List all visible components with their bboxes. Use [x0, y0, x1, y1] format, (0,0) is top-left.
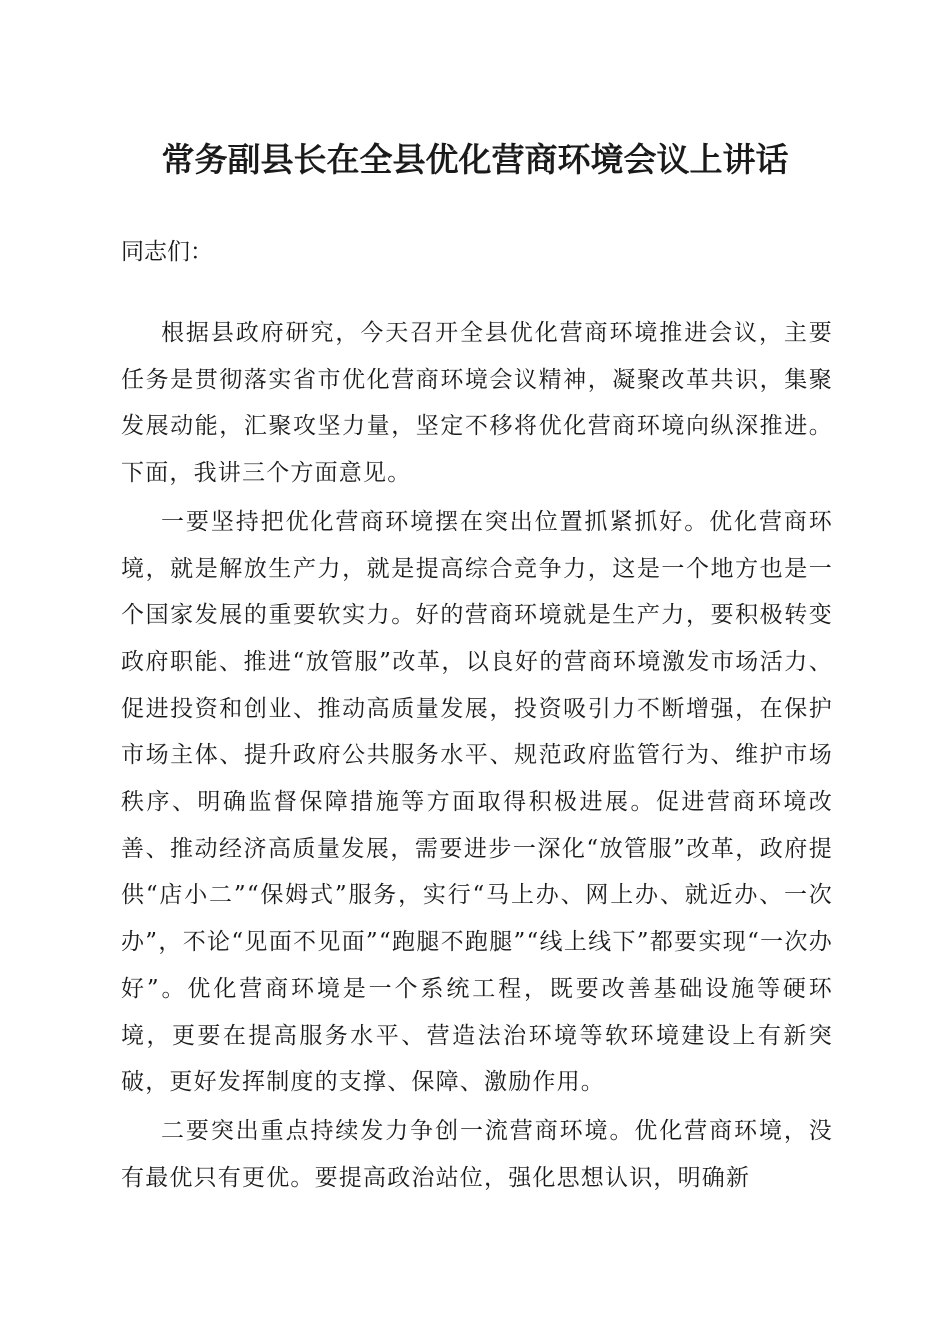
document-body — [121, 310, 833, 1203]
document-title: 常务副县长在全县优化营商环境会议上讲话 — [161, 140, 789, 179]
paragraph-point-two: 二要突出重点持续发力争创一流营商环境。优化营商环境，没有最优只有更优。要提高政治站位，强化思想认识，明确新 — [121, 1117, 833, 1191]
paragraph-point-one: 一要坚持把优化营商环境摆在突出位置抓紧抓好。优化营商环境，就是解放生产力，就是提高综合竞争力，这是一个地方也是一个国家发展的重要软实力。好的营商环境就是生产力，要积极转变政府职能、推进“放管服”改革，以良好的营商环境激发市场活力、促进投资和创业、推动高质量发展，投资吸引力不断增强，在保护市场主体、提升政府公共服务水平、规范政府监管行为、维护市场秩序、明确监督保障措施等方面取得积极进展。促进营商环境改善、推动经济高质量发展，需要进步一深化“放管服”改革，政府提供“店小二”“保姆式”服务，实行“马上办、网上办、就近办、一次办”，不论“见面不见面”“跑腿不跑腿”“线上线下”都要实现“一次办好”。优化营商环境是一个系统工程，既要改善基础设施等硬环境，更要在提高服务水平、营造法治环境等软环境建设上有新突破，更好发挥制度的支撑、保障、激励作用。 — [121, 508, 833, 1096]
salutation: 同志们： — [121, 239, 213, 265]
paragraph-intro: 根据县政府研究，今天召开全县优化营商环境推进会议，主要任务是贯彻落实省市优化营商环境会议精神，凝聚改革共识，集聚发展动能，汇聚攻坚力量，坚定不移将优化营商环境向纵深推进。下面，我讲三个方面意见。 — [121, 320, 833, 487]
